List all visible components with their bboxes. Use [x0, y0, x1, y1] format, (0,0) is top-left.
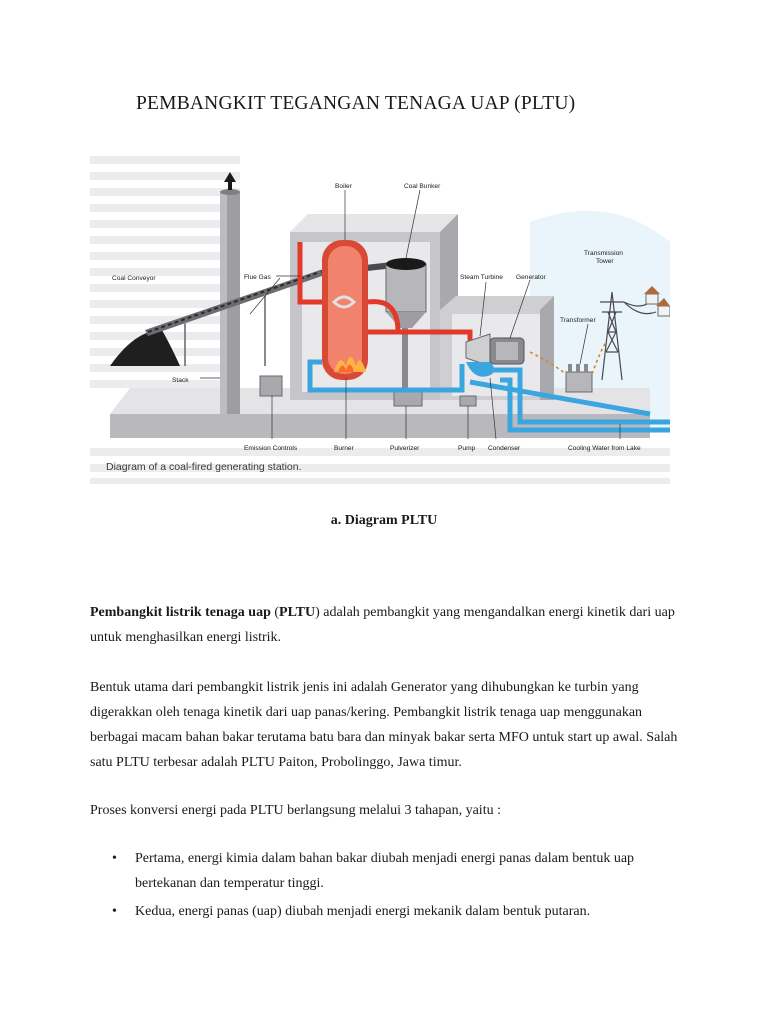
figure-caption: Diagram of a coal-fired generating station.: [106, 461, 302, 473]
label-transformer: Transformer: [560, 317, 596, 324]
paragraph-description: Bentuk utama dari pembangkit listrik jenis ini adalah Generator yang dihubungkan ke turbin yang digerakkan oleh tenaga kinetik dari uap panas/kering. Pembangkit listrik tenaga uap menggunakan berbagai macam bahan bakar terutama batu bara dan minyak bakar serta MFO untuk start up awal. Salah satu PLTU terbesar adalah PLTU Paiton, Probolinggo, Jawa timur.: [90, 680, 678, 770]
term-pltu-abbr: PLTU: [279, 605, 316, 620]
label-steam-turbine: Steam Turbine: [460, 274, 503, 281]
label-burner: Burner: [334, 445, 354, 452]
label-pump: Pump: [458, 445, 476, 452]
label-flue-gas: Flue Gas: [244, 274, 271, 281]
paragraph-process-intro: Proses konversi energi pada PLTU berlangsung melalui 3 tahapan, yaitu :: [90, 803, 501, 818]
list-item: [90, 846, 690, 896]
main-building: [290, 214, 458, 400]
label-boiler: Boiler: [335, 183, 352, 190]
document-title: PEMBANGKIT TEGANGAN TENAGA UAP (PLTU): [136, 93, 576, 114]
boiler: [322, 240, 368, 380]
label-coal-conveyor: Coal Conveyor: [112, 275, 156, 282]
label-coal-bunker: Coal Bunker: [404, 183, 441, 190]
label-generator: Generator: [516, 274, 546, 281]
term-pltu-full: Pembangkit listrik tenaga uap: [90, 605, 271, 620]
emission-controls-box: [260, 376, 282, 396]
bullet-text: Pertama, energi kimia dalam bahan bakar diubah menjadi energi panas dalam bentuk uap bertekanan dan temperatur tinggi.: [135, 851, 635, 891]
bullet-icon: •: [112, 851, 117, 866]
bullet-text: Kedua, energi panas (uap) diubah menjadi energi mekanik dalam bentuk putaran.: [135, 904, 591, 919]
label-transmission-tower-2: Tower: [596, 258, 614, 265]
paragraph1-text2: ) adalah pembangkit yang mengandalkan energi kinetik dari uap untuk menghasilkan energi listrik.: [90, 605, 675, 645]
label-cooling-water: Cooling Water from Lake: [568, 445, 641, 452]
paragraph1-text1: (: [270, 605, 280, 620]
pltu-diagram: [90, 152, 670, 484]
paragraph-definition: [90, 600, 690, 650]
pump-box: [460, 396, 476, 406]
label-transmission-tower-1: Transmission: [584, 250, 623, 257]
label-stack: Stack: [172, 377, 189, 384]
process-stage-list: [90, 846, 690, 924]
figure-caption-heading: a. Diagram PLTU: [330, 513, 438, 528]
label-pulverizer: Pulverizer: [390, 445, 420, 452]
stack: [220, 172, 240, 414]
bullet-icon: •: [112, 904, 117, 919]
label-condenser: Condenser: [488, 445, 521, 452]
label-emission-controls: Emission Controls: [244, 445, 298, 452]
list-item: [90, 899, 690, 924]
